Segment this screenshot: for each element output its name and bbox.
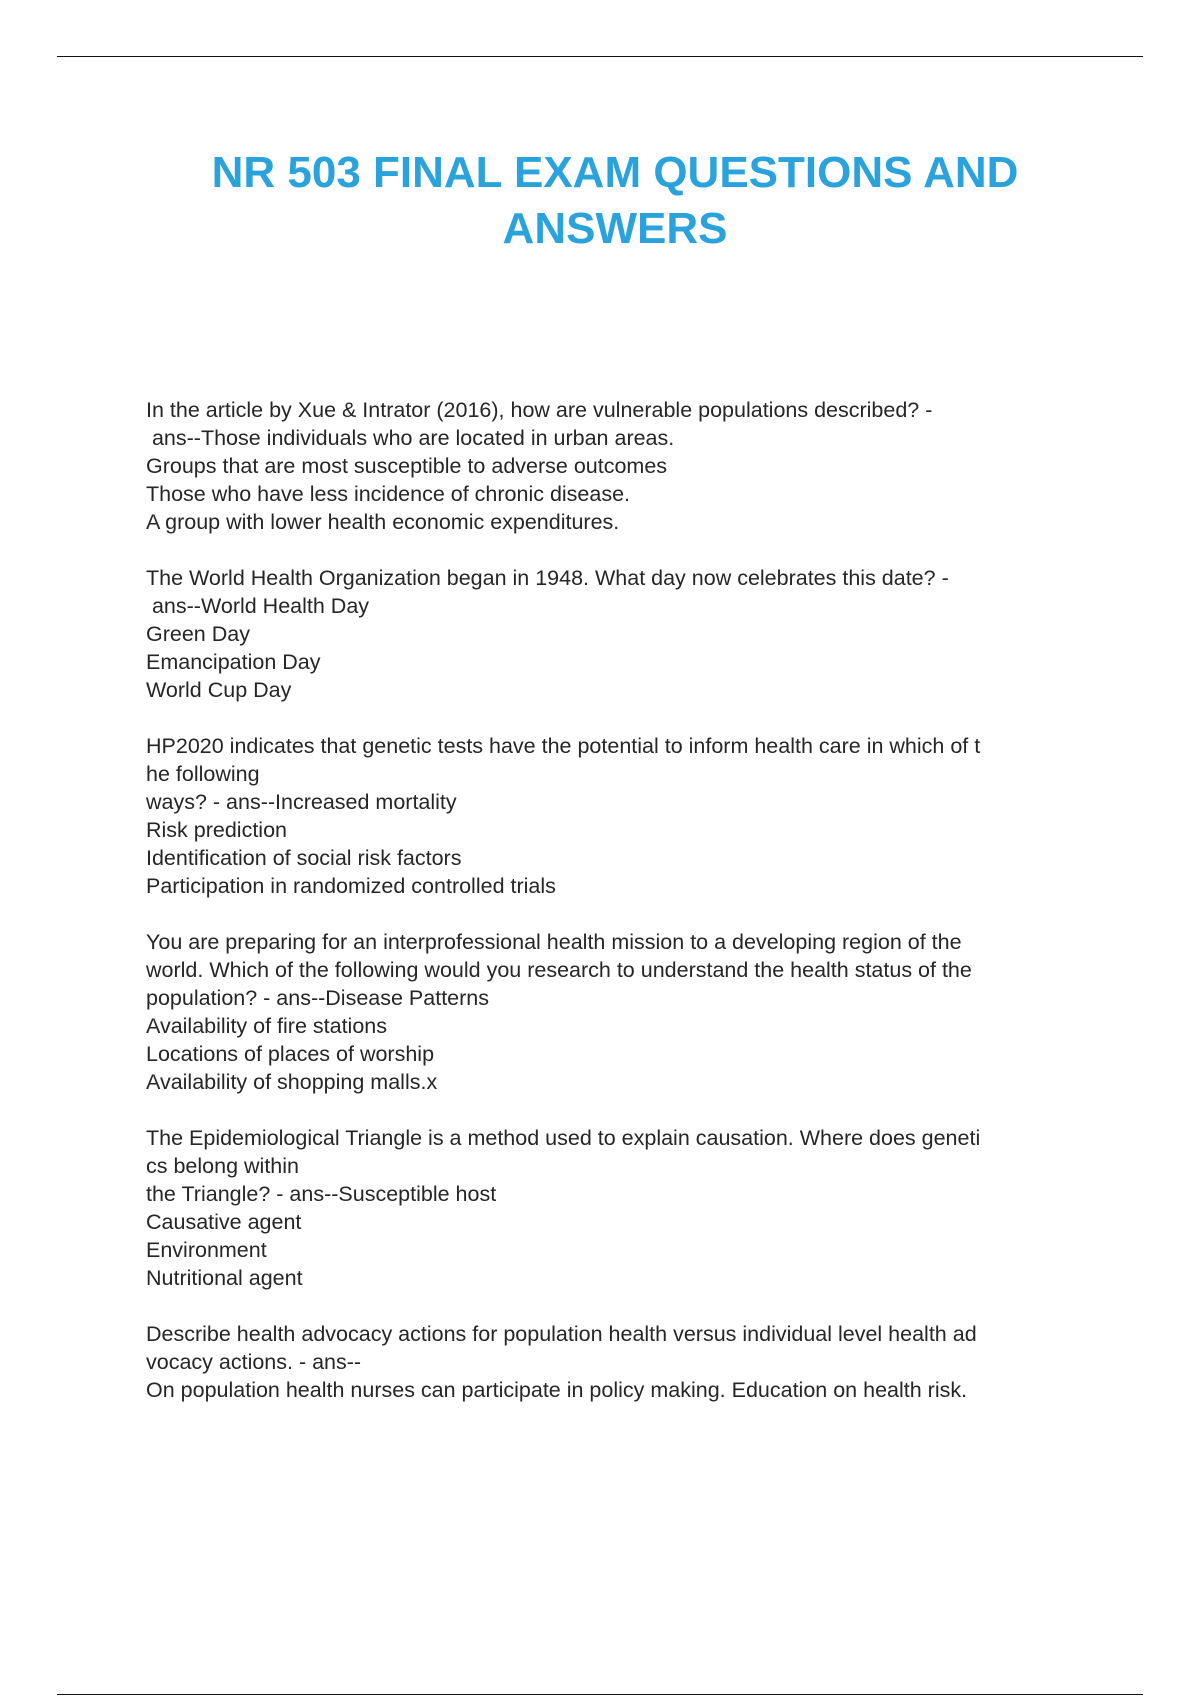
answer-text: ways? - ans--Increased mortality (146, 790, 457, 814)
option-text: Those who have less incidence of chronic disease. (146, 482, 631, 506)
qa-item-5 (146, 1124, 1096, 1292)
qa-list (146, 396, 1096, 1432)
option-text: Risk prediction (146, 818, 287, 842)
question-text: In the article by Xue & Intrator (2016), how are vulnerable populations described? - (146, 398, 933, 422)
answer-text: population? - ans--Disease Patterns (146, 986, 489, 1010)
question-text: world. Which of the following would you research to understand the health status of the (146, 958, 972, 982)
answer-text: On population health nurses can participate in policy making. Education on health risk. (146, 1378, 968, 1402)
question-text: he following (146, 762, 260, 786)
title-line-2: ANSWERS (502, 204, 728, 253)
top-rule (57, 56, 1143, 57)
bottom-rule (57, 1694, 1143, 1695)
option-text: Causative agent (146, 1210, 302, 1234)
option-text: Availability of shopping malls.x (146, 1070, 438, 1094)
option-text: Emancipation Day (146, 650, 321, 674)
answer-text: ans--World Health Day (146, 594, 370, 618)
qa-item-6 (146, 1320, 1096, 1404)
question-text: The World Health Organization began in 1948. What day now celebrates this date? - (146, 566, 949, 590)
qa-item-2 (146, 564, 1096, 704)
qa-item-3 (146, 732, 1096, 900)
question-text: Describe health advocacy actions for population health versus individual level health ad (146, 1322, 977, 1346)
question-text: cs belong within (146, 1154, 299, 1178)
option-text: Participation in randomized controlled trials (146, 874, 556, 898)
answer-text: the Triangle? - ans--Susceptible host (146, 1182, 497, 1206)
question-text: vocacy actions. - ans-- (146, 1350, 362, 1374)
option-text: Availability of fire stations (146, 1014, 387, 1038)
document-title (120, 145, 1110, 257)
option-text: Green Day (146, 622, 250, 646)
qa-item-4 (146, 928, 1096, 1096)
option-text: Identification of social risk factors (146, 846, 462, 870)
answer-text: ans--Those individuals who are located in urban areas. (146, 426, 675, 450)
option-text: Locations of places of worship (146, 1042, 435, 1066)
option-text: Nutritional agent (146, 1266, 303, 1290)
question-text: You are preparing for an interprofessional health mission to a developing region of the (146, 930, 962, 954)
title-line-1: NR 503 FINAL EXAM QUESTIONS AND (211, 148, 1019, 197)
question-text: HP2020 indicates that genetic tests have the potential to inform health care in which of t (146, 734, 981, 758)
option-text: Groups that are most susceptible to adverse outcomes (146, 454, 668, 478)
option-text: Environment (146, 1238, 267, 1262)
option-text: World Cup Day (146, 678, 292, 702)
qa-item-1 (146, 396, 1096, 536)
question-text: The Epidemiological Triangle is a method used to explain causation. Where does geneti (146, 1126, 981, 1150)
option-text: A group with lower health economic expenditures. (146, 510, 620, 534)
